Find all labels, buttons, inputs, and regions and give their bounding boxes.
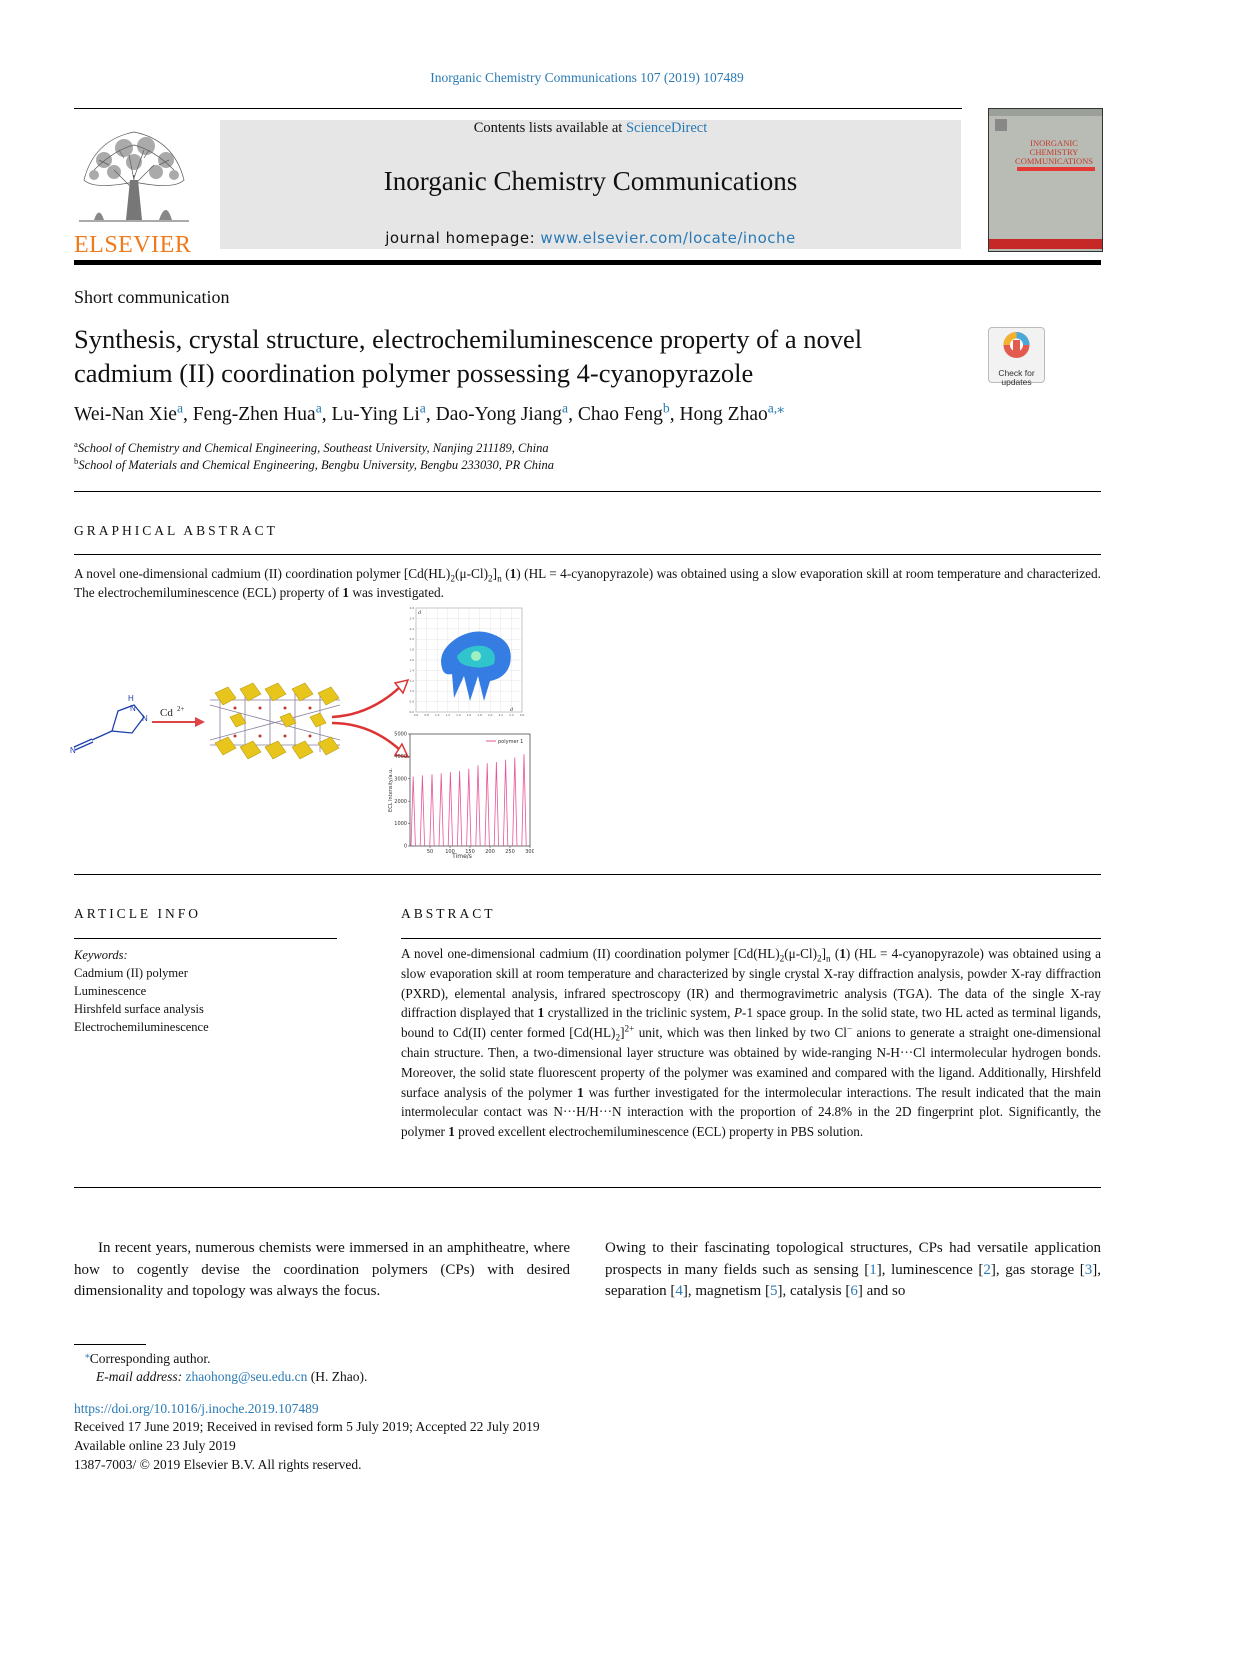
fingerprint-ytick: 1.4 xyxy=(409,668,414,673)
curved-arrow-up xyxy=(332,687,400,717)
keyword-item: Cadmium (II) polymer xyxy=(74,966,188,980)
fingerprint-ytick: 0.8 xyxy=(409,699,414,704)
affiliation-item xyxy=(74,457,554,474)
fingerprint-plot xyxy=(402,606,524,718)
author-name[interactable]: Feng-Zhen Hua xyxy=(192,404,316,425)
ecl-xtick: 150 xyxy=(465,849,475,855)
fingerprint-ytick: 1.6 xyxy=(409,658,414,662)
compound-number: 1 xyxy=(537,1005,545,1021)
fingerprint-xtick: 1.4 xyxy=(456,713,461,717)
ga-sub: 2 xyxy=(488,574,493,585)
affiliation-item xyxy=(74,440,554,457)
abstract-span: ] xyxy=(821,946,827,961)
atom-label-h: H xyxy=(128,694,134,703)
abstract-sub: 2 xyxy=(615,1032,621,1043)
ga-text: (μ-Cl) xyxy=(455,566,488,581)
reference-link[interactable]: 3 xyxy=(1084,1261,1093,1278)
fingerprint-xtick: 0.6 xyxy=(413,713,419,717)
check-updates-icon xyxy=(989,328,1044,364)
affiliation-mark: a xyxy=(74,438,78,449)
affiliation-mark: b xyxy=(74,455,79,466)
compound-number: 1 xyxy=(839,946,846,961)
keyword-item: Hirshfeld surface analysis xyxy=(74,1002,204,1016)
elsevier-wordmark: ELSEVIER xyxy=(74,232,192,258)
email-suffix: (H. Zhao). xyxy=(307,1369,368,1384)
email-link[interactable]: zhaohong@seu.edu.cn xyxy=(185,1369,308,1384)
abstract-span: A novel one-dimensional cadmium (II) coordination polymer [Cd(HL) xyxy=(401,946,780,961)
abstract-span: unit, which was then linked by two Cl xyxy=(634,1025,847,1041)
fingerprint-xtick: 2.6 xyxy=(519,713,524,717)
fingerprint-ytick: 1.2 xyxy=(409,678,414,683)
ecl-ytick: 2000 xyxy=(394,798,407,805)
ga-sub: 2 xyxy=(450,574,456,585)
fingerprint-xtick: 2.4 xyxy=(509,713,514,717)
abstract-heading: ABSTRACT xyxy=(401,906,496,921)
abstract-span: ) (HL = 4-cyanopyrazole) was obtained using a slow evaporation skill at room temperature and characterized by single crystal X-ray diffraction analysis, powder X-ray diffraction (PXRD), elemental analysis, infrared spectroscopy (IR) and thermogravimetric analysis (TGA). The data of the single X-ray diffraction displayed that xyxy=(401,946,1101,1021)
abstract-text xyxy=(401,944,1101,1142)
ecl-chart xyxy=(382,728,534,860)
journal-cover[interactable] xyxy=(988,108,1103,252)
corresponding-mark: ⁎ xyxy=(85,1350,90,1361)
header-top-rule xyxy=(74,108,962,109)
homepage-prefix: journal homepage: xyxy=(385,229,541,247)
ecl-ytick: 0 xyxy=(403,843,407,850)
check-updates-label: Check for updates xyxy=(998,368,1035,387)
email-label: E-mail address: xyxy=(96,1369,186,1384)
ga-text: ] xyxy=(492,566,498,581)
atom-label-n: N xyxy=(142,714,148,723)
author-affiliation-mark[interactable]: b xyxy=(662,400,670,416)
received-dates: Received 17 June 2019; Received in revised form 5 July 2019; Accepted 22 July 2019 xyxy=(74,1419,540,1434)
available-online: Available online 23 July 2019 xyxy=(74,1438,236,1453)
author-name[interactable]: Hong Zhao xyxy=(679,404,768,425)
affiliations xyxy=(74,440,554,474)
author-affiliation-mark[interactable]: a xyxy=(176,400,183,416)
polymer-chain-illustration xyxy=(210,683,340,759)
body-span: ], gas storage [ xyxy=(990,1261,1085,1278)
fingerprint-xtick: 1.8 xyxy=(477,713,482,717)
abstract-sup: 2+ xyxy=(624,1023,635,1034)
copyright-line: 1387-7003/ © 2019 Elsevier B.V. All rights reserved. xyxy=(74,1457,362,1472)
body-span: ] and so xyxy=(857,1283,906,1299)
ga-text: was investigated. xyxy=(349,585,444,600)
cover-red-bar xyxy=(1017,167,1095,171)
abstract-span: -1 space group. In the solid state, two HL acted as terminal ligands, bound to Cd(II) center formed [Cd(HL) xyxy=(401,1005,1102,1041)
article-title-line1: Synthesis, crystal structure, electrochemiluminescence property of a novel xyxy=(74,324,863,354)
fingerprint-ytick: 2.2 xyxy=(409,626,414,631)
cover-mini-logo xyxy=(995,119,1007,131)
affiliation-text: School of Materials and Chemical Engineering, Bengbu University, Bengbu 233030, PR China xyxy=(78,458,555,472)
ga-text: ) (HL = 4-cyanopyrazole) was obtained using a slow evaporation skill at room temperature and characterized. The electrochemiluminescence (ECL) property of xyxy=(74,566,1101,600)
ga-rule xyxy=(74,554,1101,555)
cover-bottom-bar xyxy=(989,239,1102,249)
compound-number: 1 xyxy=(577,1084,584,1100)
email-note xyxy=(96,1368,367,1386)
article-type: Short communication xyxy=(74,287,230,307)
ga-text: ( xyxy=(501,566,510,581)
fingerprint-ytick: 1.0 xyxy=(409,689,414,694)
body-span: ], separation [ xyxy=(605,1261,1101,1299)
ecl-ytick: 3000 xyxy=(394,776,407,783)
abstract-sub: n xyxy=(826,953,831,964)
fingerprint-ytick: 0.6 xyxy=(409,710,414,714)
ecl-ytick: 4000 xyxy=(394,754,407,760)
abstract-span: ] xyxy=(620,1025,625,1041)
abstract-bottom-rule xyxy=(74,1187,1101,1188)
journal-banner xyxy=(220,120,961,249)
author-name[interactable]: Lu-Ying Li xyxy=(331,404,420,425)
fingerprint-ylabel: d xyxy=(418,610,422,616)
article-info-rule xyxy=(74,938,337,939)
fingerprint-xtick: 0.8 xyxy=(424,713,429,717)
ga-compound-number: 1 xyxy=(342,585,350,600)
author-affiliation-mark[interactable]: a xyxy=(315,400,322,416)
reaction-label: Cd xyxy=(160,707,173,719)
abstract-sub: 2 xyxy=(816,953,822,964)
reference-link[interactable]: 4 xyxy=(675,1283,683,1299)
reference-link[interactable]: 6 xyxy=(850,1283,858,1299)
reaction-arrowhead xyxy=(195,717,205,727)
reference-link[interactable]: 5 xyxy=(769,1283,778,1299)
abstract-span: ( xyxy=(830,946,840,961)
fingerprint-xtick: 1.6 xyxy=(466,713,472,717)
abstract-sub: 2 xyxy=(779,953,785,964)
ecl-ytick: 1000 xyxy=(394,821,407,828)
ga-bottom-rule xyxy=(74,874,1101,875)
compound-number: 1 xyxy=(448,1124,455,1140)
ecl-xtick: 250 xyxy=(505,849,515,855)
ecl-legend-label: polymer 1 xyxy=(498,739,524,745)
article-title-line2: cadmium (II) coordination polymer possessing 4-cyanopyrazole xyxy=(74,358,754,388)
fingerprint-xtick: 1.0 xyxy=(434,713,440,717)
keyword-item: Luminescence xyxy=(74,984,147,998)
body-column-2 xyxy=(605,1238,1101,1303)
cover-top-strip xyxy=(989,109,1102,116)
corresponding-text: Corresponding author. xyxy=(89,1351,211,1366)
graphical-abstract-text xyxy=(74,564,1101,602)
fingerprint-xlabel: d xyxy=(510,707,514,713)
article-title xyxy=(74,322,974,390)
reference-link[interactable]: 2 xyxy=(983,1261,991,1278)
contents-prefix: Contents lists available at xyxy=(473,120,626,136)
author-affiliation-mark[interactable]: a xyxy=(562,400,569,416)
affiliation-text: School of Chemistry and Chemical Engineering, Southeast University, Nanjing 211189, China xyxy=(77,441,549,455)
reference-link[interactable]: 1 xyxy=(869,1261,877,1278)
doi-link[interactable]: https://doi.org/10.1016/j.inoche.2019.107489 xyxy=(74,1401,319,1416)
atom-label-n: N xyxy=(130,704,136,713)
abstract-span: anions to generate a straight one-dimensional chain structure. Then, a two-dimensional layer structure was obtained by wide-ranging N-H···Cl intermolecular hydrogen bonds. Moreover, the solid state fluorescent property of the polymer was examined and compared with the ligand. Additionally, Hirshfeld surface analysis of the polymer xyxy=(401,1025,1101,1100)
space-group-italic: P xyxy=(733,1005,743,1021)
elsevier-logo xyxy=(74,120,194,258)
fingerprint-ytick: 2.6 xyxy=(409,606,414,610)
fingerprint-ytick: 2.4 xyxy=(409,616,414,621)
body-span: ], magnetism [ xyxy=(682,1283,770,1299)
body-span: Owing to their fascinating topological structures, CPs had versatile application prospects in many fields such as sensing [ xyxy=(605,1240,1101,1278)
sciencedirect-link[interactable]: ScienceDirect xyxy=(625,120,708,136)
keywords-label: Keywords: xyxy=(74,948,128,962)
ecl-xtick: 100 xyxy=(445,849,455,855)
cover-title: INORGANIC CHEMISTRY COMMUNICATIONS xyxy=(1015,138,1093,166)
ecl-xtick: 200 xyxy=(485,849,495,855)
graphical-abstract-heading: GRAPHICAL ABSTRACT xyxy=(74,523,278,538)
corresponding-author-note xyxy=(85,1350,210,1368)
author-list: Wei-Nan Xie$^a$, Feng-Zhen Hua$^a$, Lu-Ying Li$^a$, Dao-Yong Jiang$^a$, Chao Feng$^b$, Hong Zhao$^{a,⁎}$ xyxy=(74,400,785,425)
author-name[interactable]: Chao Feng xyxy=(577,404,663,425)
abstract-sup: − xyxy=(846,1023,853,1034)
ga-compound-number: 1 xyxy=(509,566,517,581)
ecl-xtick: 300 xyxy=(525,849,534,855)
abstract-span: crystallized in the triclinic system, xyxy=(544,1005,734,1021)
fingerprint-xtick: 2.0 xyxy=(487,713,493,717)
keywords-block xyxy=(74,946,337,1036)
author-name[interactable]: Dao-Yong Jiang xyxy=(435,404,563,425)
body-span: ], luminescence [ xyxy=(876,1261,984,1278)
author-affiliation-mark[interactable]: a xyxy=(419,400,426,416)
header-thick-rule xyxy=(74,260,1101,265)
ecl-xlabel: Time/s xyxy=(452,853,472,860)
fingerprint-xtick: 2.2 xyxy=(498,713,504,717)
fingerprint-xtick: 1.2 xyxy=(445,713,451,717)
elsevier-tree-icon xyxy=(74,120,194,225)
author-affiliation-mark[interactable]: a,⁎ xyxy=(767,400,785,416)
contents-line xyxy=(220,120,961,137)
body-column-1: In recent years, numerous chemists were immersed in an amphitheatre, where how to cogently devise the coordination polymers (CPs) with desired dimensionality and topology was always the focus. xyxy=(74,1240,570,1299)
author-name[interactable]: Wei-Nan Xie xyxy=(74,404,177,425)
fingerprint-plot-svg xyxy=(402,606,524,718)
abstract-span: (μ-Cl) xyxy=(784,946,817,961)
section-rule xyxy=(74,491,1101,492)
ecl-xtick: 50 xyxy=(426,849,434,855)
ecl-ylabel: ECL Intensity/a.u. xyxy=(388,768,394,812)
ga-text: A novel one-dimensional cadmium (II) coordination polymer [Cd(HL) xyxy=(74,566,451,581)
footnote-rule xyxy=(74,1344,146,1345)
abstract-rule xyxy=(401,938,1101,939)
abstract-span: proved excellent electrochemiluminescence (ECL) property in PBS solution. xyxy=(454,1124,864,1140)
abstract-span: was further investigated for the intermolecular interactions. The result indicated that the main intermolecular contact was N···H/H···N interaction with the proportion of 24.8% in the 2D fingerprint plot. Significantly, the polymer xyxy=(401,1084,1101,1140)
reaction-label-sup: 2+ xyxy=(177,705,185,713)
ga-sub: n xyxy=(497,574,502,585)
fingerprint-ytick: 2.0 xyxy=(409,637,414,642)
check-for-updates-badge[interactable] xyxy=(988,327,1045,387)
journal-title: Inorganic Chemistry Communications xyxy=(383,166,798,196)
homepage-line xyxy=(220,229,961,247)
atom-label-n: N xyxy=(70,746,76,755)
ecl-chart-svg xyxy=(382,728,534,860)
journal-citation[interactable]: Inorganic Chemistry Communications 107 (2019) 107489 xyxy=(430,70,744,85)
ecl-ytick: 5000 xyxy=(394,731,407,738)
article-info-heading: ARTICLE INFO xyxy=(74,906,202,921)
fingerprint-ytick: 1.8 xyxy=(409,647,414,652)
keyword-item: Electrochemiluminescence xyxy=(74,1020,209,1034)
homepage-link[interactable]: www.elsevier.com/locate/inoche xyxy=(540,229,796,247)
body-span: ], catalysis [ xyxy=(777,1283,851,1299)
